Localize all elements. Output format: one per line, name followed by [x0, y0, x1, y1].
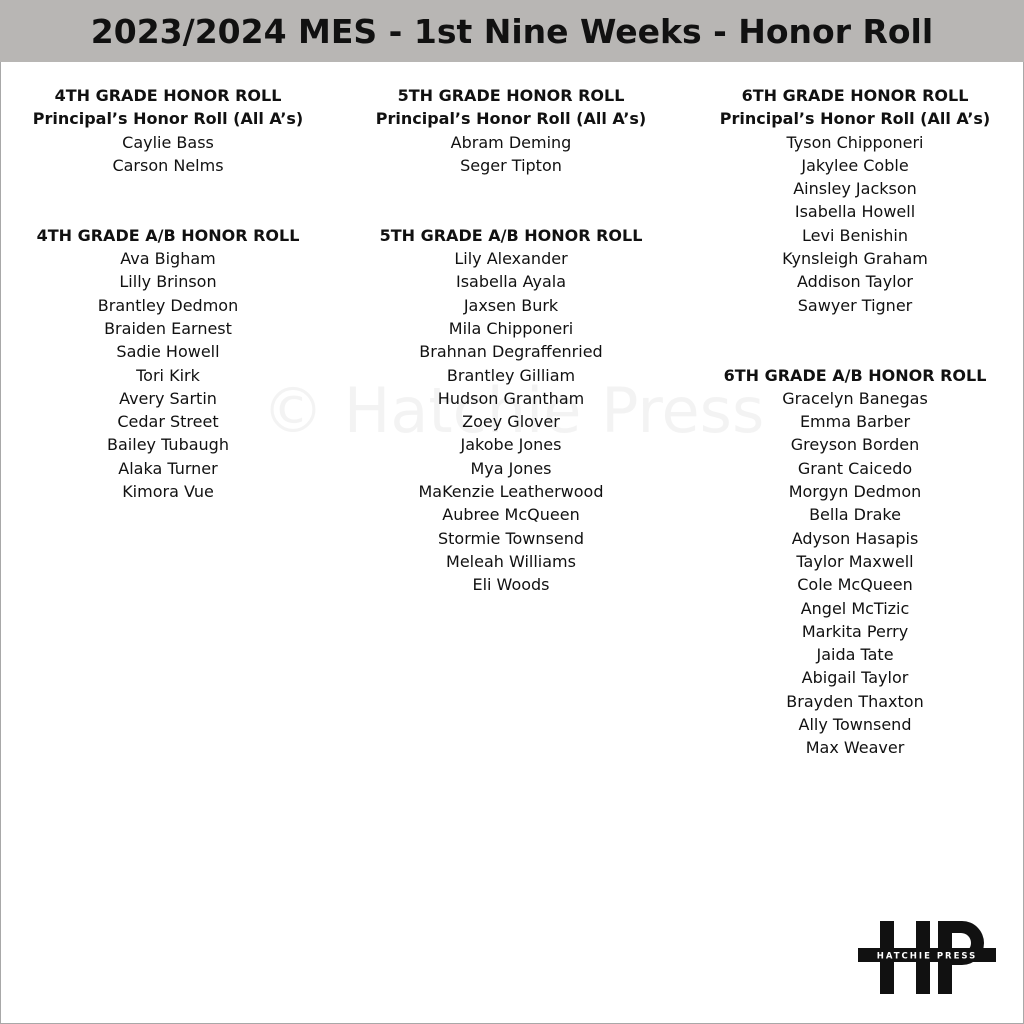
grade-6-honor-roll-heading: 6TH GRADE HONOR ROLL	[741, 86, 969, 105]
grade-5-principal-list	[341, 131, 681, 178]
student-name: Adyson Hasapis	[791, 528, 919, 548]
grade-6-column	[685, 84, 1024, 760]
student-name: Tyson Chipponeri	[786, 132, 924, 152]
hatchie-press-logo	[858, 921, 996, 994]
student-name: Lilly Brinson	[119, 272, 217, 292]
grade-5-honor-roll-heading: 5TH GRADE HONOR ROLL	[397, 86, 625, 105]
student-name: Mya Jones	[470, 458, 552, 478]
student-name: Ainsley Jackson	[793, 179, 917, 199]
student-name: Morgyn Dedmon	[788, 482, 922, 502]
student-name: Bailey Tubaugh	[107, 435, 229, 455]
grade-5-ab-list	[341, 247, 681, 596]
student-name: Brayden Thaxton	[786, 691, 924, 711]
student-name: Isabella Howell	[794, 202, 916, 222]
student-name: Bella Drake	[809, 505, 901, 525]
title-bar	[0, 0, 1024, 62]
student-name: Tori Kirk	[136, 365, 200, 385]
student-name: Caylie Bass	[122, 132, 214, 152]
student-name: Meleah Williams	[446, 551, 576, 571]
student-name: Seger Tipton	[460, 155, 562, 175]
grade-4-column	[0, 84, 338, 503]
student-name: Abram Deming	[450, 132, 572, 152]
student-name: Jaxsen Burk	[463, 295, 559, 315]
student-name: Isabella Ayala	[455, 272, 567, 292]
page-title: 2023/2024 MES - 1st Nine Weeks - Honor Roll	[90, 11, 934, 51]
student-name: Kynsleigh Graham	[782, 249, 928, 269]
student-name: Kimora Vue	[122, 482, 214, 502]
student-name: Emma Barber	[799, 412, 911, 432]
grade-4-principal-subheading: Principal’s Honor Roll (All A’s)	[32, 109, 304, 129]
student-name: Brahnan Degraffenried	[419, 342, 603, 362]
student-name: Taylor Maxwell	[796, 551, 914, 571]
student-name: Markita Perry	[801, 621, 909, 641]
student-name: Zoey Glover	[462, 412, 560, 432]
student-name: Gracelyn Banegas	[782, 388, 928, 408]
grade-6-ab-heading: 6TH GRADE A/B HONOR ROLL	[723, 365, 987, 385]
student-name: Lily Alexander	[454, 249, 568, 269]
student-name: Max Weaver	[805, 738, 905, 758]
grade-5-principal-subheading: Principal’s Honor Roll (All A’s)	[375, 109, 647, 129]
student-name: Angel McTizic	[800, 598, 910, 618]
student-name: Sadie Howell	[116, 342, 220, 362]
student-name: Cole McQueen	[797, 575, 913, 595]
student-name: Alaka Turner	[118, 458, 218, 478]
student-name: Abigail Taylor	[801, 668, 909, 688]
grade-6-principal-subheading: Principal’s Honor Roll (All A’s)	[719, 109, 991, 129]
student-name: MaKenzie Leatherwood	[418, 482, 604, 502]
svg-text:HATCHIE PRESS: HATCHIE PRESS	[876, 951, 978, 962]
grade-4-ab-heading: 4TH GRADE A/B HONOR ROLL	[36, 225, 300, 245]
student-name: Hudson Grantham	[437, 388, 585, 408]
student-name: Brantley Dedmon	[97, 295, 239, 315]
student-name: Ally Townsend	[798, 715, 912, 735]
grade-4-principal-list	[0, 131, 338, 178]
student-name: Levi Benishin	[802, 225, 908, 245]
student-name: Jaida Tate	[816, 645, 894, 665]
student-name: Mila Chipponeri	[448, 318, 574, 338]
student-name: Addison Taylor	[797, 272, 913, 292]
grade-5-column	[341, 84, 681, 597]
student-name: Ava Bigham	[120, 249, 216, 269]
student-name: Stormie Townsend	[437, 528, 585, 548]
grade-5-ab-heading: 5TH GRADE A/B HONOR ROLL	[379, 225, 643, 245]
student-name: Brantley Gilliam	[446, 365, 576, 385]
grade-6-ab-list	[685, 387, 1024, 760]
student-name: Eli Woods	[472, 575, 550, 595]
grade-4-honor-roll-heading: 4TH GRADE HONOR ROLL	[54, 86, 282, 105]
student-name: Jakylee Coble	[801, 155, 909, 175]
student-name: Cedar Street	[117, 412, 219, 432]
grade-6-principal-list	[685, 131, 1024, 317]
grade-4-ab-list	[0, 247, 338, 503]
student-name: Aubree McQueen	[442, 505, 580, 525]
student-name: Greyson Borden	[790, 435, 920, 455]
student-name: Grant Caicedo	[797, 458, 913, 478]
student-name: Carson Nelms	[112, 155, 224, 175]
student-name: Sawyer Tigner	[797, 295, 913, 315]
student-name: Avery Sartin	[119, 388, 217, 408]
student-name: Jakobe Jones	[460, 435, 562, 455]
student-name: Braiden Earnest	[104, 318, 232, 338]
